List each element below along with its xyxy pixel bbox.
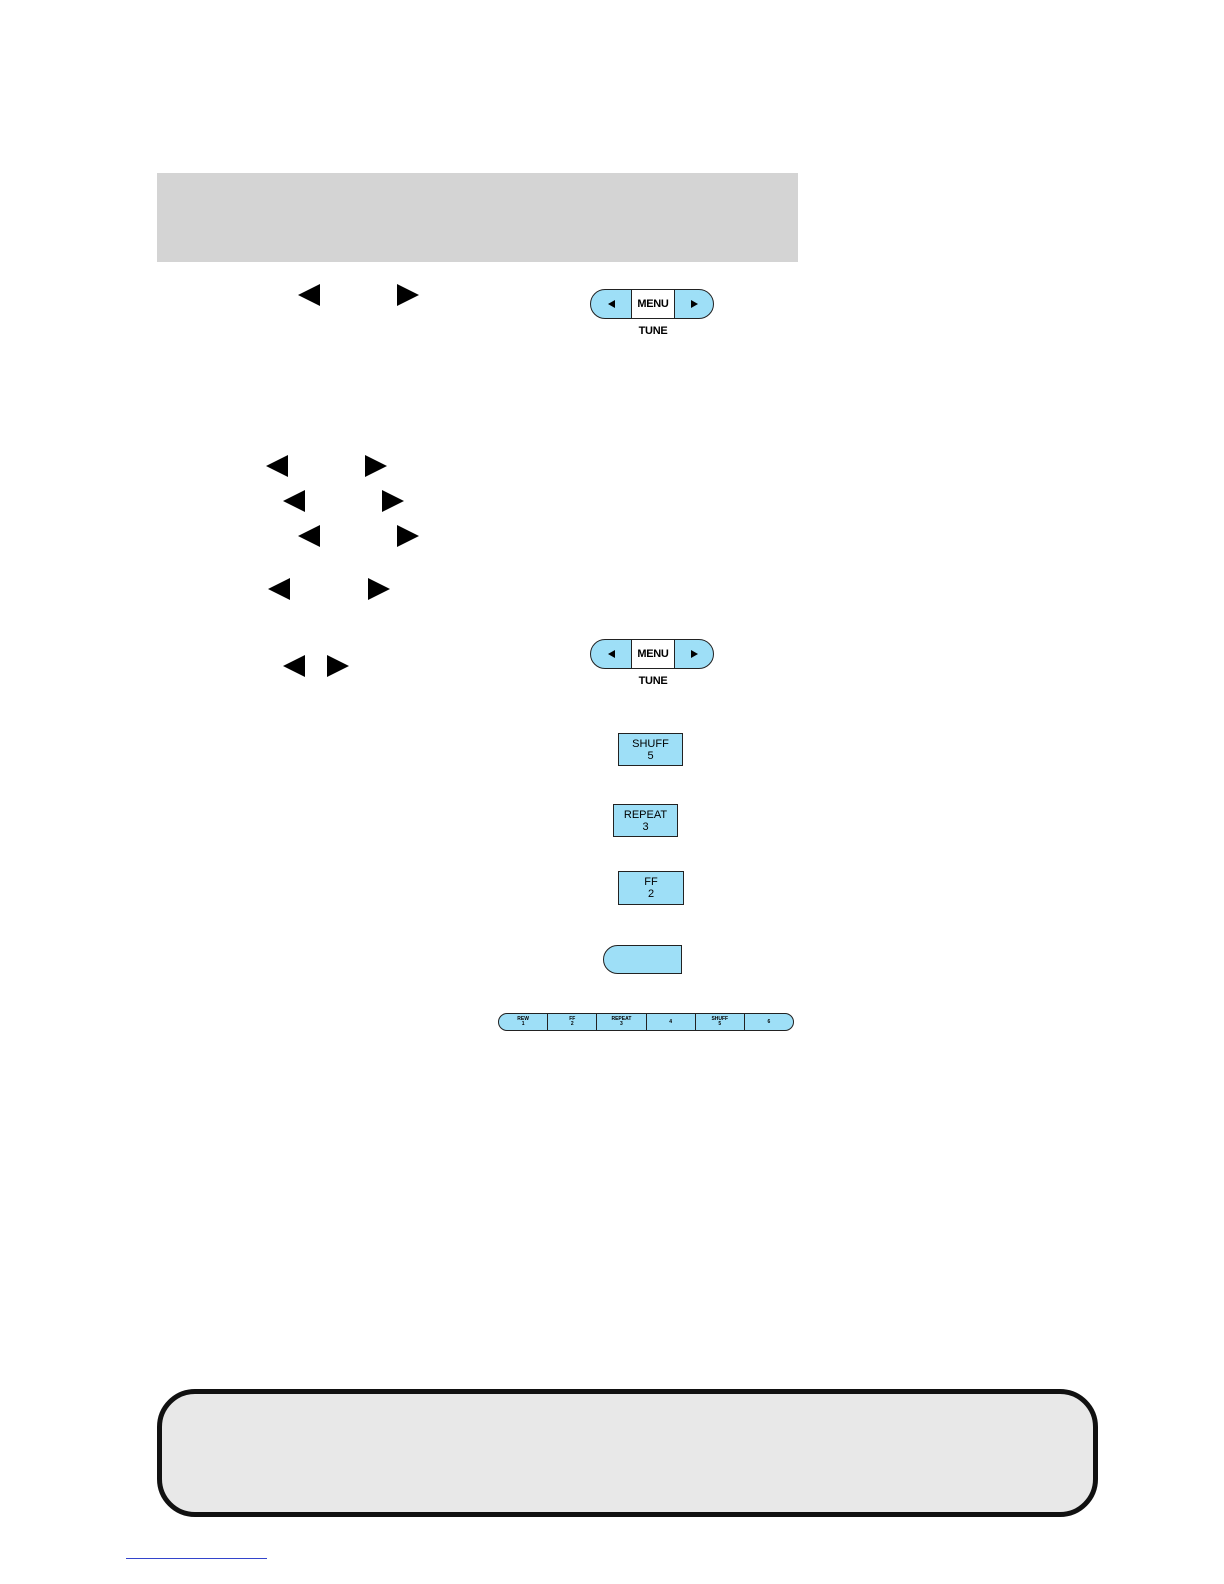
shuffle-preset-button[interactable] xyxy=(618,733,683,766)
preset-strip-button[interactable]: 6 xyxy=(767,1018,771,1025)
tune-down-button[interactable] xyxy=(591,290,632,318)
preset-name: FF xyxy=(644,876,658,888)
preset-name: REPEAT xyxy=(623,808,668,821)
ff-preset-button[interactable] xyxy=(618,871,684,905)
preset-name: SHUFF xyxy=(632,737,669,750)
tune-label: TUNE xyxy=(638,325,668,337)
preset-number: 2 xyxy=(647,888,655,900)
left-arrow-icon xyxy=(608,300,615,308)
preset-strip-button[interactable]: REW 1 xyxy=(499,1014,548,1030)
seek-left-arrow-icon xyxy=(266,455,288,477)
tune-rocker-control xyxy=(590,289,714,319)
seek-right-arrow-icon xyxy=(327,655,349,677)
tune-down-button[interactable] xyxy=(591,640,632,668)
preset-strip-button[interactable]: FF 2 xyxy=(548,1014,597,1030)
seek-right-arrow-icon xyxy=(397,525,419,547)
seek-right-arrow-icon xyxy=(382,490,404,512)
right-arrow-icon xyxy=(691,300,698,308)
left-arrow-icon xyxy=(608,650,615,658)
seek-right-arrow-icon xyxy=(365,455,387,477)
preset-strip xyxy=(498,1013,794,1031)
header-band xyxy=(157,173,798,262)
tune-up-button[interactable] xyxy=(675,290,713,318)
footer-box xyxy=(157,1389,1098,1517)
menu-button[interactable]: MENU xyxy=(632,290,675,318)
seek-left-arrow-icon xyxy=(283,655,305,677)
seek-right-arrow-icon xyxy=(397,284,419,306)
preset-strip-button[interactable]: SHUFF 5 xyxy=(696,1014,745,1030)
menu-button[interactable]: MENU xyxy=(632,640,675,668)
tune-up-button[interactable] xyxy=(675,640,713,668)
preset-number: 5 xyxy=(647,749,654,762)
preset-strip-button[interactable]: 4 xyxy=(647,1014,696,1030)
seek-left-arrow-icon xyxy=(298,525,320,547)
tune-label: TUNE xyxy=(638,675,668,687)
preset-strip-button[interactable]: REPEAT 3 xyxy=(597,1014,646,1030)
right-arrow-icon xyxy=(691,650,698,658)
seek-right-arrow-icon xyxy=(368,578,390,600)
repeat-preset-button[interactable] xyxy=(613,804,678,837)
preset-number: 3 xyxy=(642,820,649,833)
footer-link-rule xyxy=(126,1558,267,1559)
seek-left-arrow-icon xyxy=(283,490,305,512)
seek-left-arrow-icon xyxy=(298,284,320,306)
seek-left-arrow-icon xyxy=(268,578,290,600)
tune-rocker-control xyxy=(590,639,714,669)
blank-preset-button[interactable] xyxy=(603,945,682,974)
